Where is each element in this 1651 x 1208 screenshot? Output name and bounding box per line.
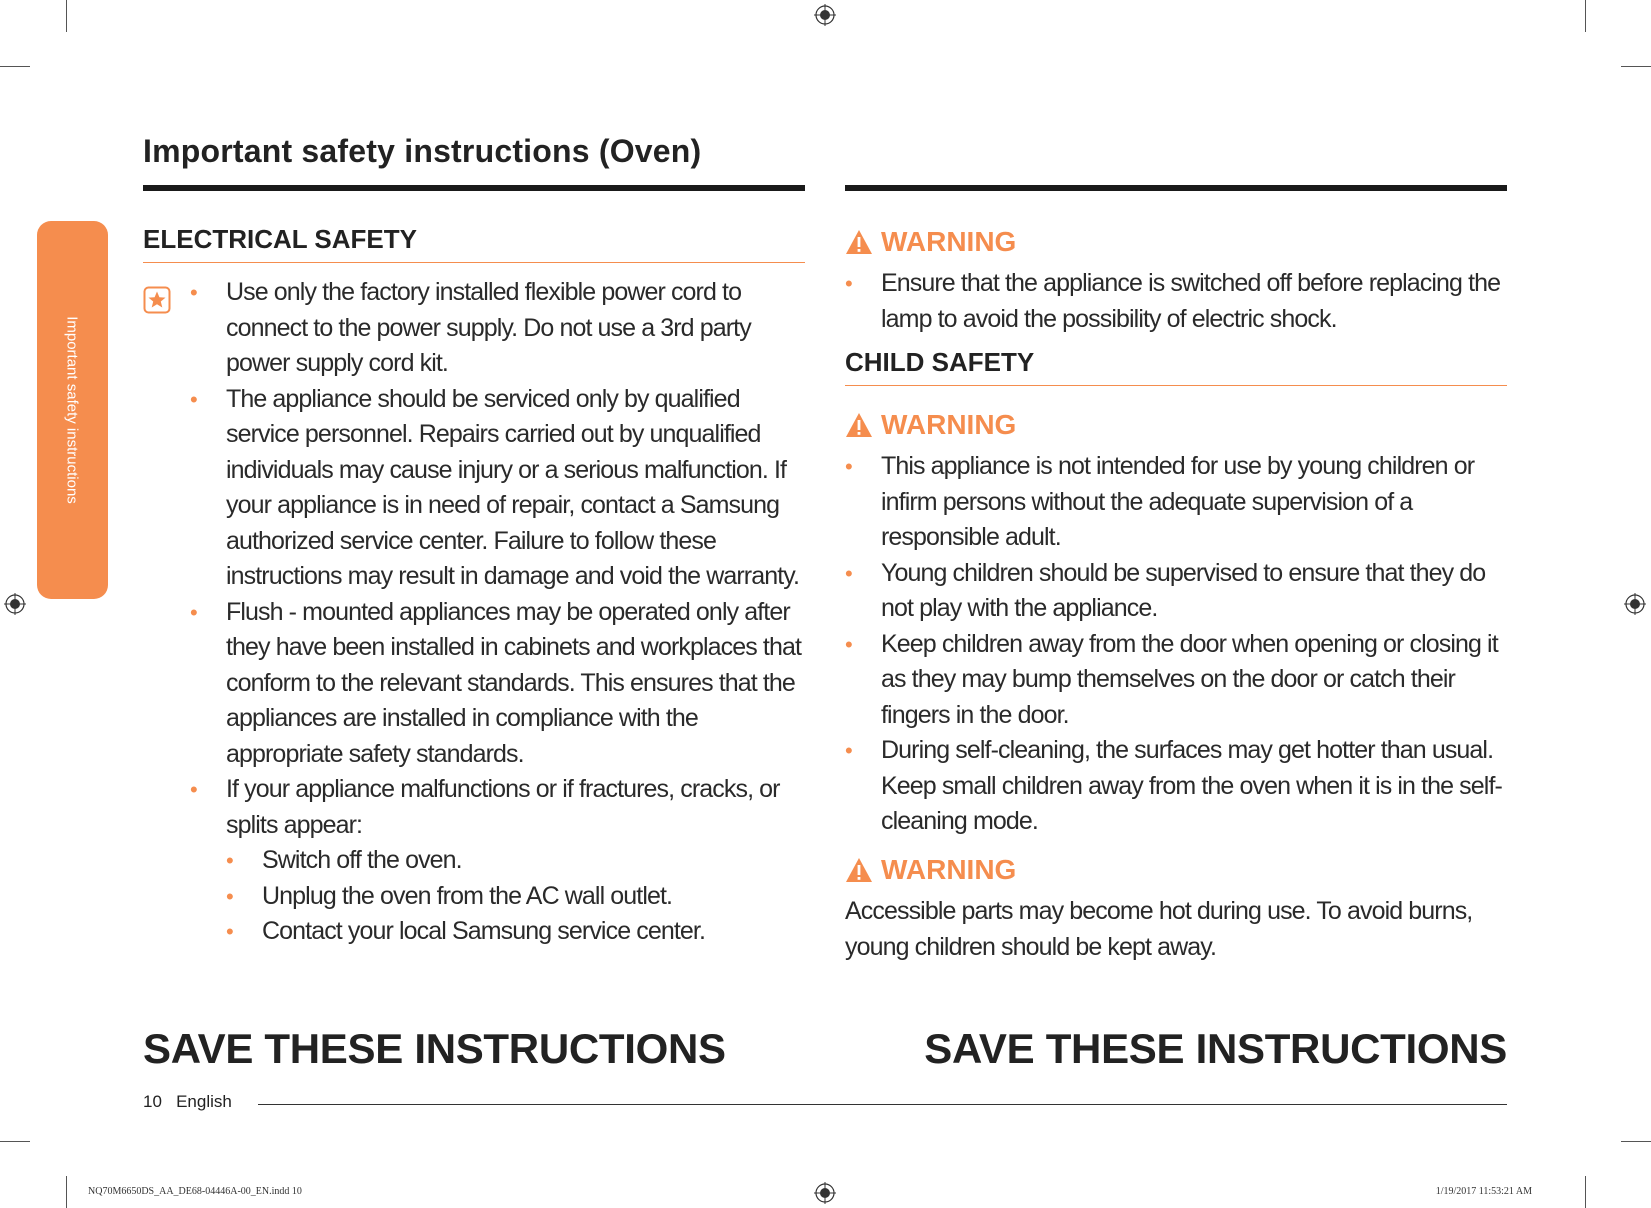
crop-mark bbox=[1621, 66, 1651, 67]
crop-mark bbox=[0, 1141, 30, 1142]
registration-mark-icon bbox=[814, 1182, 836, 1204]
registration-mark-icon bbox=[4, 593, 26, 615]
crop-mark bbox=[1585, 0, 1586, 32]
page-number: 10 bbox=[143, 1092, 162, 1111]
side-tab-label: Important safety instructions bbox=[63, 316, 81, 504]
list-item: • Keep children away from the door when opening or closing it as they may bump themselves on the door or catch their fingers in the door. bbox=[845, 627, 1507, 734]
list-item: • Young children should be supervised to ensure that they do not play with the appliance. bbox=[845, 556, 1507, 627]
section-rule bbox=[143, 262, 805, 263]
crop-mark bbox=[0, 66, 30, 67]
warning-label: WARNING bbox=[881, 854, 1017, 885]
list-item: • Use only the factory installed flexible power cord to connect to the power supply. Do not use a 3rd party power supply cord kit. bbox=[190, 275, 815, 382]
warning-list-lamp bbox=[845, 266, 1507, 337]
electrical-safety-list bbox=[190, 275, 815, 950]
crop-mark bbox=[66, 1176, 67, 1208]
list-item: • The appliance should be serviced only by qualified service personnel. Repairs carried out by unqualified individuals may cause injury or a serious malfunction. If your appliance is in need of repair, contact a Samsung authorized service center. Failure to follow these instructions may result in damage and void the warranty. bbox=[190, 382, 815, 595]
list-item: • This appliance is not intended for use by young children or infirm persons without the adequate supervision of a responsible adult. bbox=[845, 449, 1507, 556]
save-instructions-left: SAVE THESE INSTRUCTIONS bbox=[143, 1025, 726, 1072]
footer-language: English bbox=[176, 1092, 232, 1111]
page-footer bbox=[143, 1092, 232, 1112]
footer-rule bbox=[258, 1104, 1507, 1105]
warning-label: WARNING bbox=[881, 409, 1017, 440]
crop-mark bbox=[1585, 1176, 1586, 1208]
warning-heading bbox=[845, 226, 1016, 258]
section-heading-electrical: ELECTRICAL SAFETY bbox=[143, 224, 417, 254]
list-item bbox=[190, 772, 815, 950]
list-item: • Flush - mounted appliances may be operated only after they have been installed in cabinets and workplaces that conform to the relevant standards. This ensures that the appliances are installed in compliance with the appropriate safety standards. bbox=[190, 595, 815, 773]
header-rule-right bbox=[845, 185, 1507, 191]
registration-mark-icon bbox=[814, 4, 836, 26]
sub-list bbox=[226, 843, 815, 950]
slug-filename: NQ70M6650DS_AA_DE68-04446A-00_EN.indd 10 bbox=[88, 1186, 302, 1197]
section-heading-child-safety: CHILD SAFETY bbox=[845, 347, 1035, 377]
sub-list-item: • Unplug the oven from the AC wall outlet. bbox=[226, 879, 815, 915]
warning-triangle-icon bbox=[845, 412, 873, 438]
child-safety-list bbox=[845, 449, 1507, 840]
warning-label: WARNING bbox=[881, 226, 1017, 257]
list-item: • Ensure that the appliance is switched off before replacing the lamp to avoid the possibility of electric shock. bbox=[845, 266, 1507, 337]
page-title: Important safety instructions (Oven) bbox=[143, 133, 702, 169]
sub-list-item: • Switch off the oven. bbox=[226, 843, 815, 879]
sub-list-item: • Contact your local Samsung service center. bbox=[226, 914, 815, 950]
warning-triangle-icon bbox=[845, 229, 873, 255]
section-rule bbox=[845, 385, 1507, 386]
warning-heading bbox=[845, 854, 1016, 886]
warning-triangle-icon bbox=[845, 857, 873, 883]
warning-paragraph: Accessible parts may become hot during use. To avoid burns, young children should be kept away. bbox=[845, 897, 1473, 961]
registration-mark-icon bbox=[1624, 593, 1646, 615]
star-note-icon bbox=[143, 286, 171, 314]
list-item: • During self-cleaning, the surfaces may get hotter than usual. Keep small children away from the oven when it is in the self-cleaning mode. bbox=[845, 733, 1507, 840]
slug-date: 1/19/2017 11:53:21 AM bbox=[1435, 1186, 1532, 1197]
crop-mark bbox=[1621, 1141, 1651, 1142]
save-instructions-right: SAVE THESE INSTRUCTIONS bbox=[924, 1025, 1507, 1072]
list-item-text: If your appliance malfunctions or if fractures, cracks, or splits appear: bbox=[226, 775, 780, 839]
crop-mark bbox=[66, 0, 67, 32]
warning-heading bbox=[845, 409, 1016, 441]
header-rule-left bbox=[143, 185, 805, 191]
